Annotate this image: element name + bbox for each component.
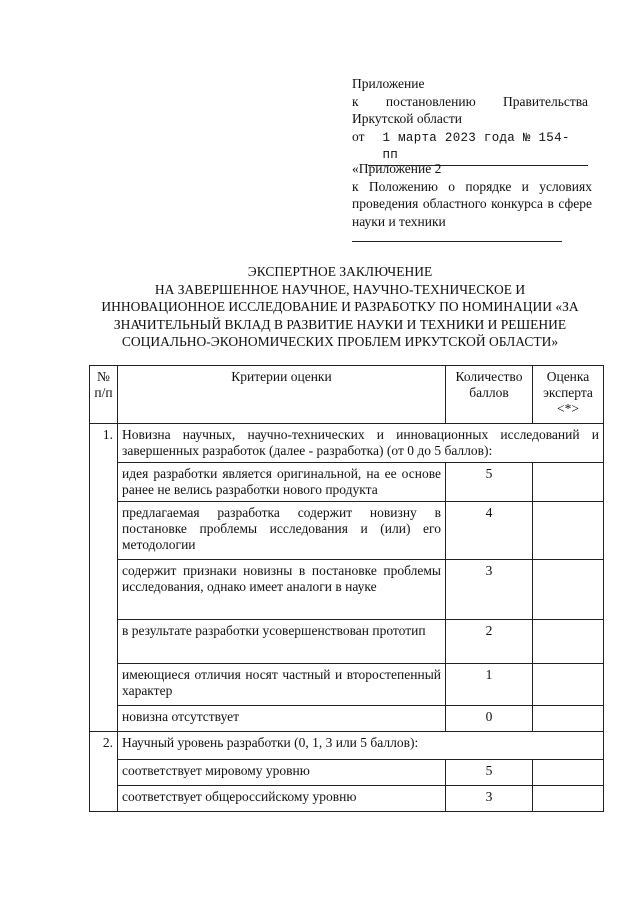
title-line: ЭКСПЕРТНОЕ ЗАКЛЮЧЕНИЕ [247,264,433,279]
title-line: НА ЗАВЕРШЕННОЕ НАУЧНОЕ, НАУЧНО-ТЕХНИЧЕСКОЕ И [154,281,526,297]
table-row [90,620,604,664]
header-num: № п/п [90,366,118,424]
criterion-score: 1 [446,664,533,706]
annex2-block [352,160,592,242]
table-row [90,664,604,706]
document-title [70,263,610,351]
criterion-text: новизна отсутствует [118,706,446,732]
criterion-text: соответствует общероссийскому уровню [118,786,446,812]
appendix-line-1: Приложение [352,76,425,91]
criterion-score: 3 [446,560,533,620]
criterion-text: в результате разработки усовершенствован прототип [118,620,446,664]
expert-score-cell[interactable] [533,664,604,706]
criterion-score: 2 [446,620,533,664]
expert-score-cell[interactable] [533,786,604,812]
section-number: 1. [90,424,118,732]
annex2-text: к Положению о порядке и условиях проведения областного конкурса в сфере науки и техники [352,178,592,229]
criterion-score: 4 [446,502,533,560]
appendix-word: к [352,93,359,109]
criteria-table [89,365,604,812]
section-row [90,732,604,760]
table-row [90,786,604,812]
criterion-score: 0 [446,706,533,732]
expert-score-cell[interactable] [533,706,604,732]
title-line: ИННОВАЦИОННОЕ ИССЛЕДОВАНИЕ И РАЗРАБОТКУ ПО НОМИНАЦИИ «ЗА [101,299,579,314]
table-row [90,560,604,620]
date-value: 1 марта 2023 года № 154-пп [368,130,588,166]
annex2-divider [352,241,562,242]
criterion-text: содержит признаки новизны в постановке проблемы исследования, однако имеет аналоги в науке [118,560,446,620]
section-number: 2. [90,732,118,812]
date-prefix: от [352,128,365,144]
header-score: Количество баллов [446,366,533,424]
appendix-line-2 [352,93,588,111]
criterion-score: 3 [446,786,533,812]
expert-score-cell[interactable] [533,463,604,502]
section-title: Научный уровень разработки (0, 1, 3 или 5 баллов): [118,732,604,760]
title-line: ЗНАЧИТЕЛЬНЫЙ ВКЛАД В РАЗВИТИЕ НАУКИ И ТЕХНИКИ И РЕШЕНИЕ [113,316,567,332]
appendix-word: Правительства [503,93,588,109]
expert-score-cell[interactable] [533,760,604,786]
expert-score-cell[interactable] [533,502,604,560]
section-row [90,424,604,463]
table-row [90,463,604,502]
criterion-text: соответствует мировому уровню [118,760,446,786]
appendix-block [352,75,588,166]
header-expert: Оценка эксперта <*> [533,366,604,424]
section-title: Новизна научных, научно-технических и инновационных исследований и завершенных разработок (далее - разработка) (от 0 до 5 баллов): [118,424,604,463]
appendix-word: постановлению [385,93,476,109]
table-row [90,502,604,560]
appendix-line-3: Иркутской области [352,111,463,126]
header-criteria: Критерии оценки [118,366,446,424]
criterion-text: имеющиеся отличия носят частный и второстепенный характер [118,664,446,706]
title-line: СОЦИАЛЬНО-ЭКОНОМИЧЕСКИХ ПРОБЛЕМ ИРКУТСКОЙ ОБЛАСТИ» [121,334,559,349]
table-row [90,760,604,786]
criterion-text: предлагаемая разработка содержит новизну в постановке проблемы исследования и (или) его методологии [118,502,446,560]
expert-score-cell[interactable] [533,620,604,664]
criterion-score: 5 [446,463,533,502]
expert-score-cell[interactable] [533,560,604,620]
table-row [90,706,604,732]
criterion-score: 5 [446,760,533,786]
criterion-text: идея разработки является оригинальной, на ее основе ранее не велись разработки нового продукта [118,463,446,502]
annex2-heading: «Приложение 2 [352,161,442,176]
table-header-row [90,366,604,424]
